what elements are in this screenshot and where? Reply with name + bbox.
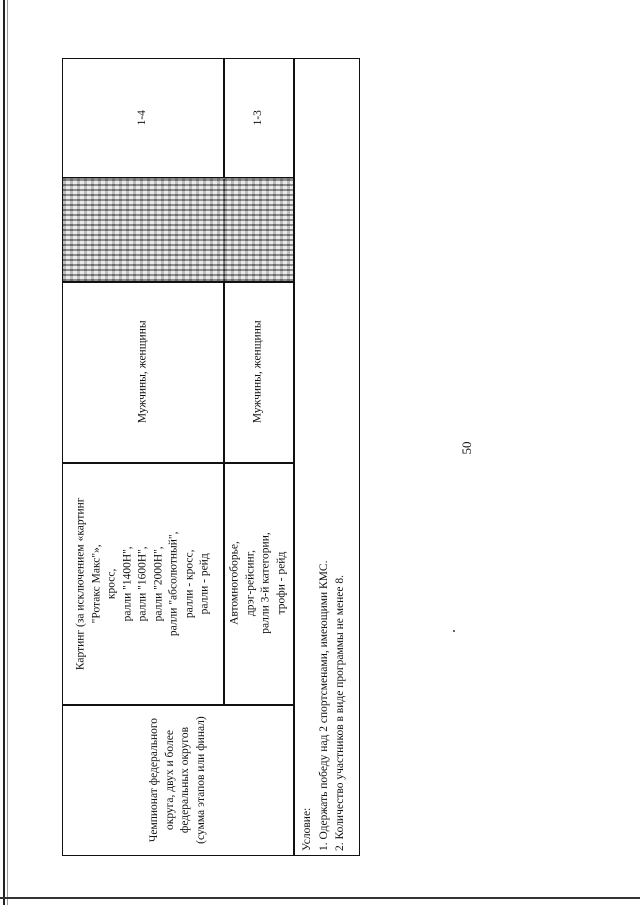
scan-edge [3, 0, 5, 905]
row1-disciplines-cell [63, 463, 223, 704]
rules-table [62, 58, 360, 856]
row2-places: 1-3 [251, 110, 264, 126]
row1-gender-cell [63, 282, 223, 462]
championship-cell [63, 705, 293, 855]
row2-disciplines-cell [224, 463, 293, 704]
scan-edge-inner [7, 0, 8, 905]
page-number: 50 [459, 441, 474, 455]
condition-item-1: 1. Одержать победу над 2 спортсменами, имеющими КМС. [317, 560, 330, 851]
row1-places: 1-4 [136, 110, 149, 126]
row1-gender: Мужчины, женщины [136, 320, 149, 424]
row1-places-cell [63, 59, 223, 177]
championship-text: Чемпионат федерального округа, двух и более федеральных округов (сумма этапов или финал) [147, 716, 207, 844]
row2-places-cell [224, 59, 293, 177]
row2-disciplines: Автомногоборье, дрэг-рейсинг, ралли 3-й категории, трофи - рейд [228, 532, 288, 635]
speck [453, 630, 455, 632]
row2-gender: Мужчины, женщины [251, 320, 264, 424]
row2-gender-cell [224, 282, 293, 462]
shaded-cell [63, 178, 293, 281]
row1-disciplines: Картинг (за исключением «картинг "Ротакс Макс"», кросс, ралли "1400Н", ралли "1600Н", ралли "2000Н", ралли "абсолютный", ралли - кросс, ралли - рейд [74, 497, 211, 670]
scan-edge-bottom [0, 897, 640, 899]
divider-condition [293, 59, 295, 855]
condition-block [299, 561, 349, 851]
condition-item-2: 2. Количество участников в виде программы не менее 8. [334, 575, 347, 851]
condition-title: Условие: [301, 807, 313, 851]
